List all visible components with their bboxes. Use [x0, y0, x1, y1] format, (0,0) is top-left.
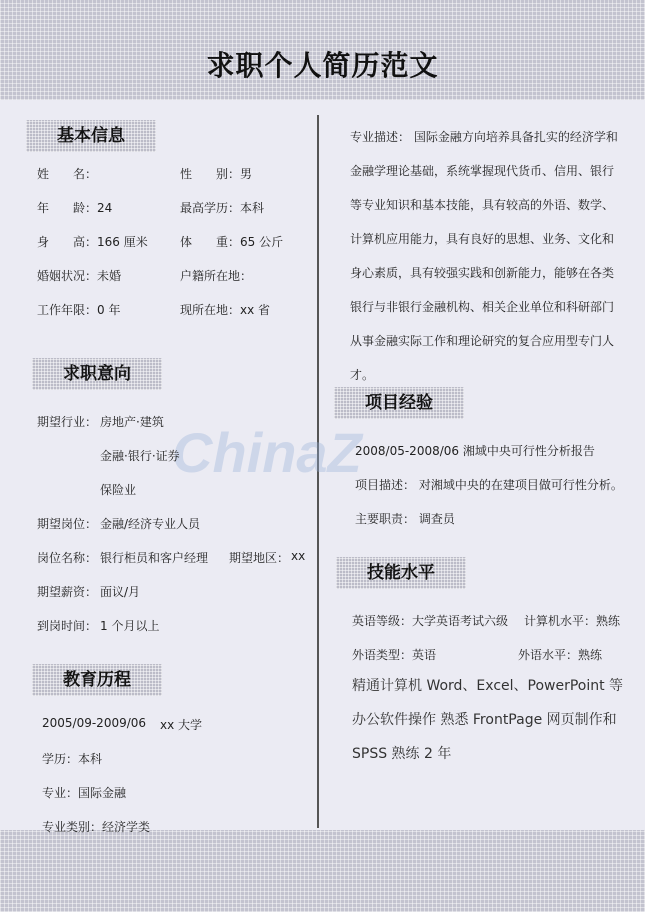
salary-value: 面议/月 [100, 585, 141, 599]
education-category: 专业类别：经济学类 [42, 820, 151, 834]
industry-value-2: 金融·银行·证券 [100, 449, 180, 463]
salary-label: 期望薪资： [37, 585, 98, 599]
project-description: 项目描述： 对湘域中央的在建项目做可行性分析。 [355, 478, 623, 492]
industry-value-1: 房地产·建筑 [100, 415, 164, 429]
job-title-value: 银行柜员和客户经理 [100, 551, 209, 565]
gender-field: 性 别：男 [180, 167, 253, 181]
watermark: ChinaZ [172, 421, 362, 484]
computer-level: 计算机水平：熟练 [524, 614, 621, 628]
education-period: 2005/09-2009/06 [42, 716, 147, 730]
section-project-heading: 项目经验 [334, 387, 464, 419]
footer-pattern-band [0, 830, 645, 912]
job-title-label: 岗位名称： [37, 551, 98, 565]
language-level: 外语水平：熟练 [518, 648, 603, 662]
section-skills-heading: 技能水平 [336, 557, 466, 589]
weight-field: 体 重：65 公斤 [180, 235, 284, 249]
work-years-field: 工作年限：0 年 [37, 303, 121, 317]
name-label: 姓 名： [37, 167, 98, 181]
skills-summary: 精通计算机 Word、Excel、PowerPoint 等办公软件操作 熟悉 FrontPage 网页制作和 SPSS 熟练 2 年 [352, 678, 624, 762]
height-field: 身 高：166 厘米 [37, 235, 148, 249]
education-degree: 学历：本科 [42, 752, 103, 766]
industry-label: 期望行业： [37, 415, 98, 429]
education-level-field: 最高学历：本科 [180, 201, 265, 215]
hukou-field: 户籍所在地： [180, 269, 253, 283]
section-education-heading: 教育历程 [32, 664, 162, 696]
arrival-label: 到岗时间： [37, 619, 98, 633]
age-field: 年 龄：24 [37, 201, 113, 215]
education-major: 专业：国际金融 [42, 786, 127, 800]
page-title: 求职个人简历范文 [206, 49, 439, 82]
position-label: 期望岗位： [37, 517, 98, 531]
major-description: 专业描述： 国际金融方向培养具备扎实的经济学和金融学理论基础，系统掌握现代货币、信用、银行等专业知识和基本技能，具有较高的外语、数学、计算机应用能力，具有良好的思想、业务、文化和身心素质，具有较强实践和创新能力，能够在各类银行与非银行金融机构、相关企业单位和科研部门从事金融实际工作和理论研究的复合应用型专门人才。 [350, 130, 618, 382]
area-value: xx [291, 549, 306, 563]
area-label: 期望地区： [229, 551, 290, 565]
marital-status-field: 婚姻状况：未婚 [37, 269, 122, 283]
arrival-value: 1 个月以上 [100, 619, 160, 633]
language-type: 外语类型：英语 [352, 648, 437, 662]
english-level: 英语等级：大学英语考试六级 [352, 614, 509, 628]
position-value: 金融/经济专业人员 [100, 517, 201, 531]
section-basic-info-heading: 基本信息 [26, 120, 156, 152]
project-duty: 主要职责： 调查员 [355, 512, 455, 526]
education-school: xx 大学 [160, 718, 203, 732]
project-period-name: 2008/05-2008/06 湘域中央可行性分析报告 [355, 444, 595, 458]
current-location-field: 现所在地：xx 省 [180, 303, 271, 317]
industry-value-3: 保险业 [100, 483, 137, 497]
section-job-intent-heading: 求职意向 [32, 358, 162, 390]
